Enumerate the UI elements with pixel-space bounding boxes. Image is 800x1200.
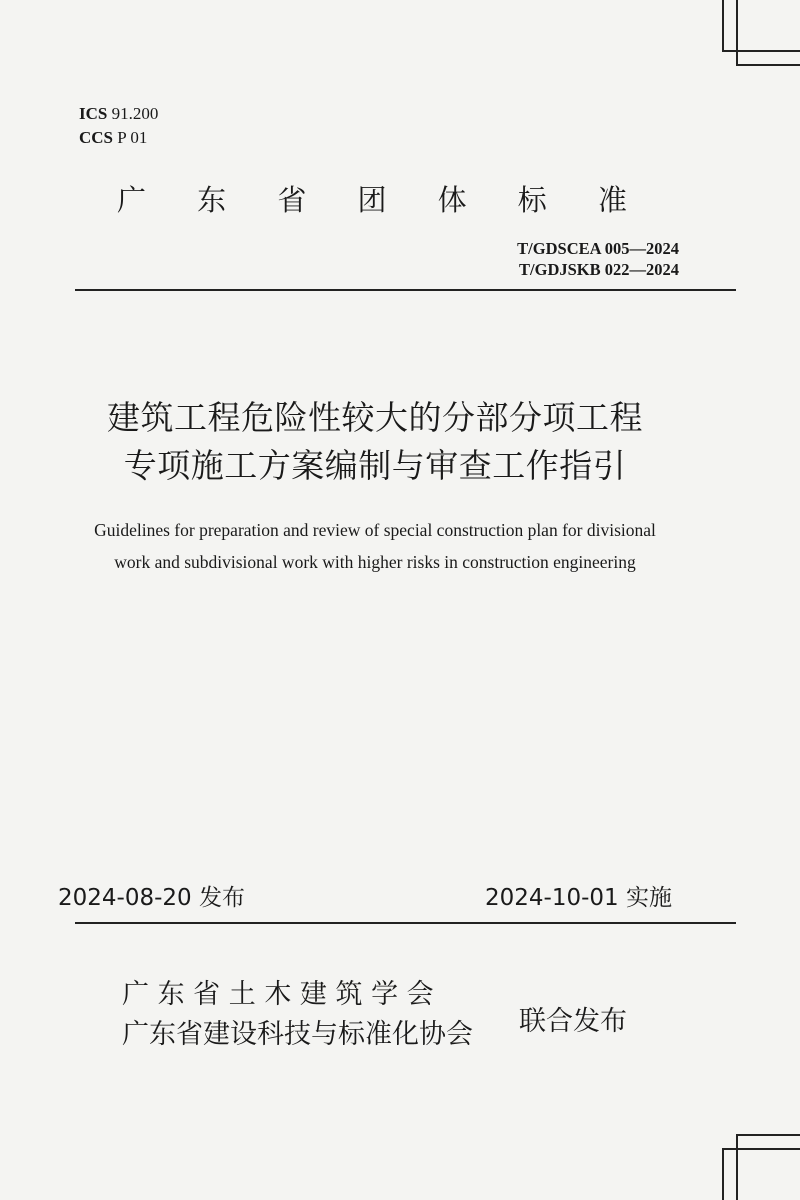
document-title-zh bbox=[0, 394, 750, 490]
ccs-label: CCS bbox=[79, 128, 114, 147]
implement-date: 2024-10-01 实施 bbox=[485, 885, 672, 911]
standard-type-char: 标 bbox=[517, 183, 547, 217]
standard-type bbox=[117, 178, 627, 219]
standard-type-char: 准 bbox=[597, 183, 627, 217]
crop-mark-top-right bbox=[722, 50, 800, 52]
standard-type-char: 体 bbox=[437, 183, 467, 217]
issuer-name: 广东省建设科技与标准化协会 bbox=[122, 1019, 473, 1050]
crop-mark-top-right bbox=[736, 64, 800, 66]
ics-value: 91.200 bbox=[111, 104, 159, 123]
header-divider bbox=[75, 289, 736, 291]
ics-label: ICS bbox=[79, 104, 108, 123]
standard-type-char: 广 bbox=[117, 183, 147, 217]
publish-date: 2024-08-20 发布 bbox=[58, 885, 245, 911]
crop-mark-bottom-right bbox=[722, 1148, 724, 1200]
issuer-name: 广 东 省 土 木 建 筑 学 会 bbox=[122, 979, 434, 1010]
title-zh-line: 建筑工程危险性较大的分部分项工程 bbox=[107, 398, 643, 437]
footer-divider bbox=[75, 922, 736, 924]
title-en-line: work and subdivisional work with higher risks in construction engineering bbox=[114, 552, 636, 572]
standard-code: T/GDJSKB 022—2024 bbox=[519, 260, 679, 279]
title-zh-line: 专项施工方案编制与审查工作指引 bbox=[123, 446, 627, 485]
crop-mark-top-right bbox=[736, 0, 738, 66]
issuing-organizations bbox=[122, 975, 473, 1055]
standard-codes bbox=[517, 238, 679, 280]
ccs-value: P 01 bbox=[117, 128, 148, 147]
standard-type-char: 东 bbox=[197, 183, 227, 217]
ics-line bbox=[79, 104, 158, 124]
crop-mark-top-right bbox=[722, 0, 724, 52]
crop-mark-bottom-right bbox=[736, 1134, 738, 1200]
document-title-en bbox=[0, 514, 750, 578]
standard-type-char: 团 bbox=[357, 183, 387, 217]
standard-code: T/GDSCEA 005—2024 bbox=[517, 239, 679, 258]
standard-type-char: 省 bbox=[277, 183, 307, 217]
joint-release-label: 联合发布 bbox=[519, 1006, 627, 1037]
title-en-line: Guidelines for preparation and review of special construction plan for divisional bbox=[94, 520, 656, 540]
crop-mark-bottom-right bbox=[736, 1134, 800, 1136]
ccs-line bbox=[79, 128, 147, 148]
crop-mark-bottom-right bbox=[722, 1148, 800, 1150]
